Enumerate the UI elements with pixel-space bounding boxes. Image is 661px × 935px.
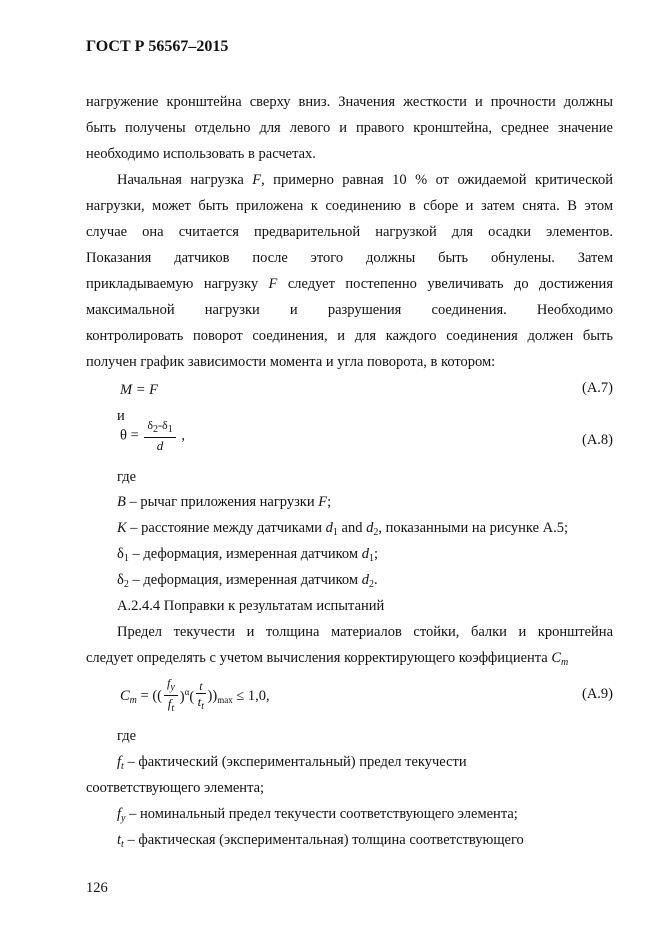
conjunction: и xyxy=(117,408,125,424)
document-header: ГОСТ Р 56567–2015 xyxy=(86,38,229,55)
body-line: Предел текучести и толщина материалов стойки, балки и кронштейна xyxy=(117,624,613,640)
body-line: нагружение кронштейна сверху вниз. Значения жесткости и прочности должны xyxy=(86,94,613,110)
equation-number: (A.8) xyxy=(581,432,613,448)
body-line: максимальной нагрузки и разрушения соединения. Необходимо xyxy=(86,302,613,318)
definition-tt: $t_t$ – фактическая (экспериментальная) толщина соответствующего xyxy=(117,832,524,850)
equation-number: (A.9) xyxy=(581,686,613,702)
body-line: необходимо использовать в расчетах. xyxy=(86,146,316,162)
body-line: быть получены отдельно для левого и правого кронштейна, среднее значение xyxy=(86,120,613,136)
definition-ft: $f_t$ – фактический (экспериментальный) предел текучести xyxy=(117,754,467,772)
equation-number: (A.7) xyxy=(581,380,613,396)
body-line: нагрузки, может быть приложена к соединению в сборе и затем снята. В этом xyxy=(86,198,613,214)
body-line: получен график зависимости момента и угла поворота, в котором: xyxy=(86,354,496,370)
equation-a9: $C_m$ = (( $\frac{f_y}{f_t}$ )$^\alpha$( $\frac{t}{t_t}$ ))$_{max} \le 1,0$, xyxy=(120,676,270,714)
definition-b: B – рычаг приложения нагрузки F; xyxy=(117,494,332,510)
definition-ft-cont: соответствующего элемента; xyxy=(86,780,265,796)
body-line: следует определять с учетом вычисления корректирующего коэффициента $C_m$ xyxy=(86,650,569,668)
body-line: случае она считается предварительной нагрузкой для осадки элементов. xyxy=(86,224,613,240)
equation-a8: θ = $\frac{\delta_2-\delta_1}{d}$ , xyxy=(120,418,185,453)
where-label: где xyxy=(117,469,137,485)
definition-fy: $f_y$ – номинальный предел текучести соответствующего элемента; xyxy=(117,806,518,824)
equation-a7: M = F xyxy=(120,382,158,398)
page-number: 126 xyxy=(86,880,108,896)
definition-delta2: $\delta_2$ – деформация, измеренная датчиком $d_2$. xyxy=(117,572,378,590)
where-label: где xyxy=(117,728,137,744)
body-line: контролировать поворот соединения, и для каждого соединения должен быть xyxy=(86,328,613,344)
body-line: прикладываемую нагрузку F следует постепенно увеличивать до достижения xyxy=(86,276,613,292)
section-heading: A.2.4.4 Поправки к результатам испытаний xyxy=(117,598,385,614)
definition-delta1: $\delta_1$ – деформация, измеренная датчиком $d_1$; xyxy=(117,546,378,564)
definition-k: K – расстояние между датчиками $d_1$ and $d_2$, показанными на рисунке A.5; xyxy=(117,520,569,538)
body-line: Начальная нагрузка F, примерно равная 10 % от ожидаемой критической xyxy=(117,172,614,188)
body-line: Показания датчиков после этого должны быть обнулены. Затем xyxy=(86,250,613,266)
